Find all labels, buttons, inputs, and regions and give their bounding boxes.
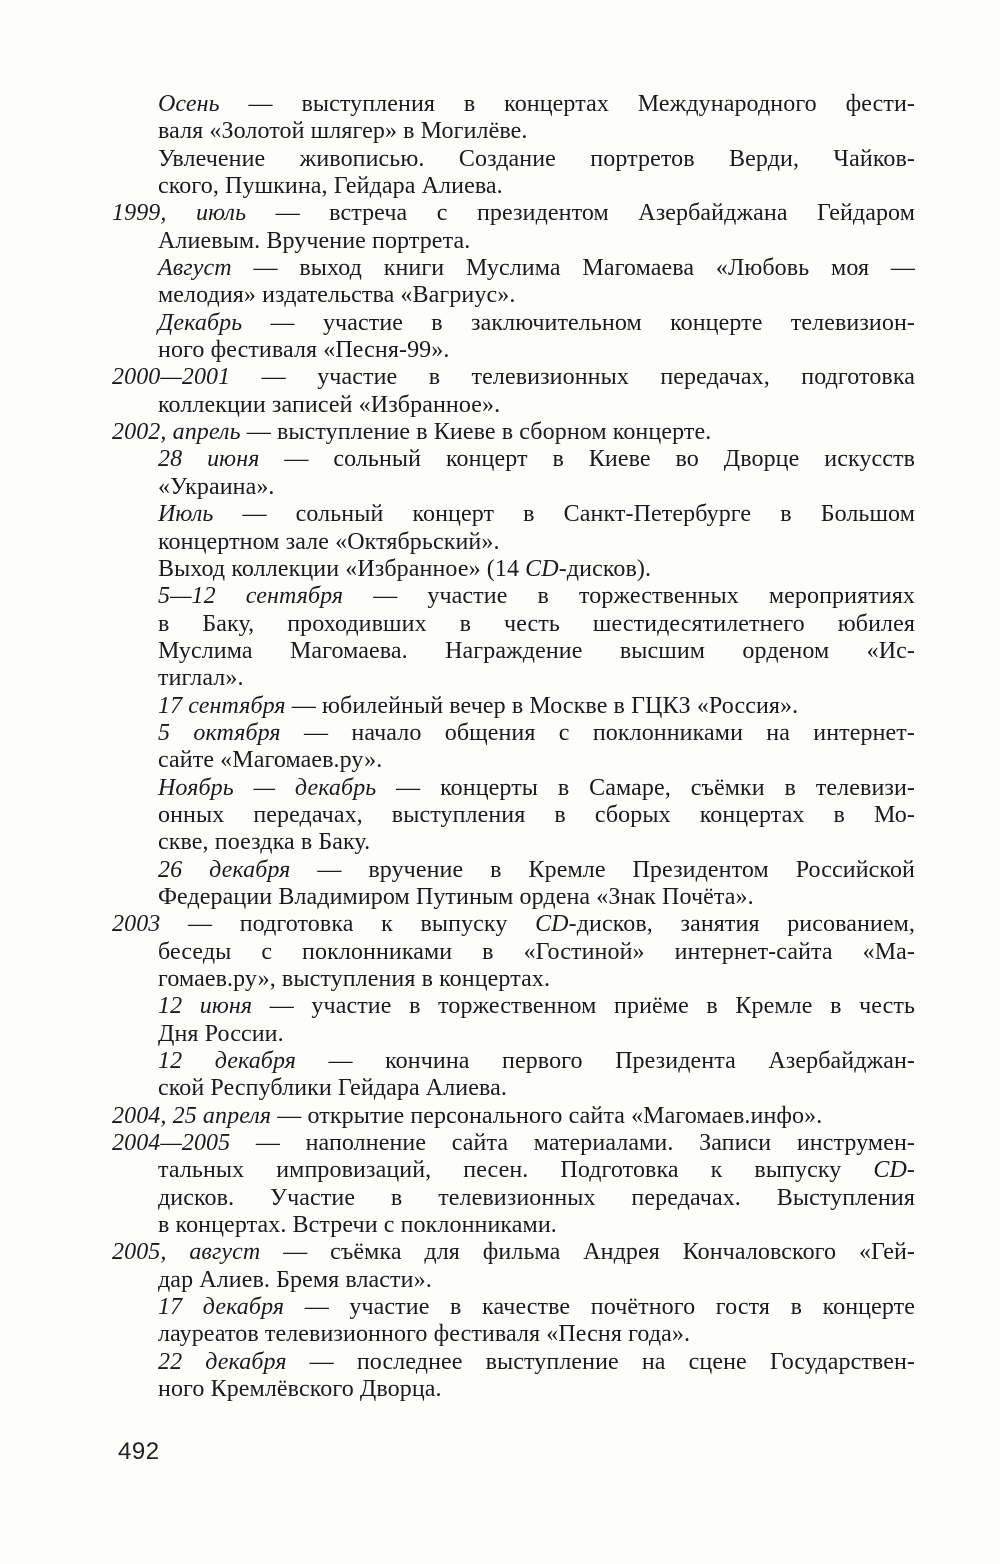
date-lead-italic: 12 декабря (158, 1048, 297, 1075)
line-text: — вручение в Кремле Президентом Российской (290, 856, 915, 883)
line-text: коллекции записей «Избранное». (158, 391, 501, 418)
line-text: Федерации Владимиром Путиным ордена «Знак Почёта». (158, 883, 754, 910)
date-lead-italic: Декабрь (158, 309, 243, 336)
line-text: — кончина первого Президента Азербайджан- (296, 1048, 915, 1075)
line-text: - (906, 1157, 915, 1184)
chronology-line (158, 1267, 915, 1294)
date-lead-italic: 2000—2001 (112, 364, 231, 391)
chronology-line (158, 1021, 915, 1048)
line-text: сайте «Магомаев.ру». (158, 747, 383, 774)
chronology-line (158, 665, 915, 692)
chronology-line (158, 966, 915, 993)
chronology-entry (112, 364, 915, 419)
date-lead-italic: 17 сентября (158, 692, 286, 719)
line-text: — съёмка для фильма Андрея Кончаловского «Гей- (260, 1239, 915, 1266)
chronology-line (158, 282, 915, 309)
chronology-line (112, 364, 915, 391)
date-lead-italic: 28 июня (158, 446, 260, 473)
chronology-line (158, 939, 915, 966)
chronology-entry (158, 1294, 915, 1349)
line-text: — участие в заключительном концерте телевизион- (242, 309, 915, 336)
chronology-line (158, 255, 915, 282)
date-lead-italic: Ноябрь — декабрь (158, 774, 377, 801)
chronology-line (158, 1349, 915, 1376)
chronology-entry (158, 857, 915, 912)
line-text: в концертах. Встречи с поклонниками. (158, 1212, 557, 1239)
line-text: — открытие персонального сайта «Магомаев.инфо». (271, 1102, 823, 1129)
line-text: — участие в торжественном приёме в Кремле в честь (252, 993, 915, 1020)
line-text: ского, Пушкина, Гейдара Алиева. (158, 173, 503, 200)
chronology-line (158, 1376, 915, 1403)
chronology-line (112, 911, 915, 938)
line-text: дар Алиев. Бремя власти». (158, 1266, 432, 1293)
chronology-entry (158, 91, 915, 146)
line-text: дисков. Участие в телевизионных передачах. Выступления (158, 1184, 915, 1211)
chronology-entry (112, 911, 915, 993)
line-text: -дисков). (558, 555, 652, 582)
chronology-entry (158, 1349, 915, 1404)
line-text: — встреча с президентом Азербайджана Гейдаром (246, 200, 915, 227)
chronology-line (158, 146, 915, 173)
date-lead-italic: 26 декабря (158, 856, 291, 883)
chronology-line (158, 91, 915, 118)
line-text: — участие в качестве почётного гостя в концерте (284, 1294, 916, 1321)
line-text: — сольный концерт в Киеве во Дворце искусств (259, 446, 915, 473)
line-text: Выход коллекции «Избранное» (14 (158, 555, 526, 582)
chronology-entry (158, 1048, 915, 1103)
line-text: ской Республики Гейдара Алиева. (158, 1075, 507, 1102)
line-text: валя «Золотой шлягер» в Могилёве. (158, 118, 528, 145)
chronology-line (112, 1103, 915, 1130)
chronology-entry (112, 419, 915, 446)
date-lead-italic: 2004, 25 апреля (112, 1102, 272, 1129)
chronology-line (158, 638, 915, 665)
chronology-line (158, 747, 915, 774)
chronology-line (158, 720, 915, 747)
line-text: — сольный концерт в Санкт-Петербурге в Большом (213, 501, 915, 528)
chronology-line (158, 392, 915, 419)
line-text: Дня России. (158, 1020, 284, 1047)
line-text: — выступления в концертах Международного фести- (219, 91, 915, 117)
chronology-line (112, 200, 915, 227)
line-text: — наполнение сайта материалами. Записи инструмен- (230, 1130, 915, 1157)
chronology-line (158, 1048, 915, 1075)
line-text: Алиевым. Вручение портрета. (158, 227, 471, 254)
date-lead-italic: 2002, апрель (112, 419, 241, 446)
chronology-line (158, 474, 915, 501)
chronology-line (158, 1212, 915, 1239)
line-text: «Украина». (158, 473, 275, 500)
line-text: — подготовка к выпуску (160, 911, 536, 938)
chronology-line (158, 1185, 915, 1212)
line-text: Муслима Магомаева. Награждение высшим орденом «Ис- (158, 637, 915, 664)
date-lead-italic: Август (158, 255, 232, 282)
chronology-line (158, 1294, 915, 1321)
line-text: лауреатов телевизионного фестиваля «Песня года». (158, 1321, 691, 1348)
chronology-line (158, 501, 915, 528)
line-text: тиглал». (158, 665, 244, 692)
chronology-entry (158, 993, 915, 1048)
chronology-line (158, 556, 915, 583)
line-text: — выступление в Киеве в сборном концерте. (240, 419, 712, 446)
line-text: ного Кремлёвского Дворца. (158, 1376, 442, 1403)
chronology-line (158, 1157, 915, 1184)
line-text: ного фестиваля «Песня-99». (158, 337, 450, 364)
chronology-entry (158, 583, 915, 692)
date-lead-italic: 2005, август (112, 1239, 261, 1266)
chronology-line (158, 857, 915, 884)
line-text: онных передачах, выступления в сборых концертах в Мо- (158, 801, 915, 828)
chronology-line (158, 118, 915, 145)
date-lead-italic: 17 декабря (158, 1294, 285, 1321)
chronology-line (158, 775, 915, 802)
line-text: гомаев.ру», выступления в концертах. (158, 966, 551, 992)
chronology-entry (158, 146, 915, 201)
line-text: концертном зале «Октябрьский». (158, 528, 500, 555)
chronology-entry (158, 720, 915, 775)
date-lead-italic: Июль (158, 501, 214, 528)
date-lead-italic: CD (873, 1157, 907, 1184)
chronology-entry (158, 501, 915, 556)
line-text: беседы с поклонниками в «Гостиной» интернет-сайта «Ма- (158, 938, 915, 965)
line-text: мелодия» издательства «Вагриус». (158, 282, 516, 309)
date-lead-italic: 1999, июль (112, 200, 247, 227)
chronology-entry (158, 693, 915, 720)
line-text: в Баку, проходивших в честь шестидесятилетнего юбилея (158, 610, 915, 637)
date-lead-italic: 2003 (112, 911, 161, 938)
line-text: — участие в телевизионных передачах, подготовка (230, 364, 915, 391)
chronology-line (158, 884, 915, 911)
date-lead-italic: 2004—2005 (112, 1130, 231, 1157)
line-text: тальных импровизаций, песен. Подготовка к выпуску (158, 1157, 874, 1184)
date-lead-italic: 5 октября (158, 719, 281, 746)
chronology-line (158, 1321, 915, 1348)
line-text: — концерты в Самаре, съёмки в телевизи- (376, 774, 916, 801)
chronology-line (158, 993, 915, 1020)
line-text: — выход книги Муслима Магомаева «Любовь моя — (231, 255, 915, 282)
chronology-entry (158, 255, 915, 310)
chronology-line (158, 829, 915, 856)
line-text: Увлечение живописью. Создание портретов Верди, Чайков- (158, 145, 915, 172)
chronology-line (158, 1075, 915, 1102)
chronology-line (112, 1239, 915, 1266)
line-text: — юбилейный вечер в Москве в ГЦКЗ «Россия». (285, 692, 799, 719)
date-lead-italic: Осень (158, 91, 220, 117)
chronology (112, 91, 916, 1404)
chronology-line (158, 583, 915, 610)
chronology-entry (158, 556, 915, 583)
line-text: -дисков, занятия рисованием, (568, 911, 915, 938)
chronology-line (158, 693, 915, 720)
date-lead-italic: CD (535, 911, 569, 938)
chronology-line (112, 419, 915, 446)
date-lead-italic: 5—12 сентября (158, 583, 344, 610)
line-text: — участие в торжественных мероприятиях (343, 583, 915, 610)
line-text: — начало общения с поклонниками на интернет- (280, 719, 915, 746)
date-lead-italic: CD (525, 555, 559, 582)
chronology-line (158, 310, 915, 337)
chronology-entry (158, 775, 915, 857)
chronology-line (158, 529, 915, 556)
line-text: — последнее выступление на сцене Государствен- (286, 1348, 916, 1375)
date-lead-italic: 12 июня (158, 993, 253, 1020)
chronology-entry (158, 310, 915, 365)
chronology-entry (112, 200, 915, 255)
chronology-entry (112, 1130, 915, 1239)
chronology-line (158, 228, 915, 255)
chronology-line (112, 1130, 915, 1157)
chronology-entry (158, 446, 915, 501)
date-lead-italic: 22 декабря (158, 1348, 287, 1375)
chronology-line (158, 173, 915, 200)
page-number: 492 (118, 1438, 160, 1465)
chronology-entry (112, 1102, 915, 1130)
line-text: скве, поездка в Баку. (158, 829, 371, 856)
chronology-line (158, 611, 915, 638)
chronology-line (158, 337, 915, 364)
chronology-line (158, 802, 915, 829)
chronology-entry (112, 1239, 915, 1294)
chronology-line (158, 446, 915, 473)
